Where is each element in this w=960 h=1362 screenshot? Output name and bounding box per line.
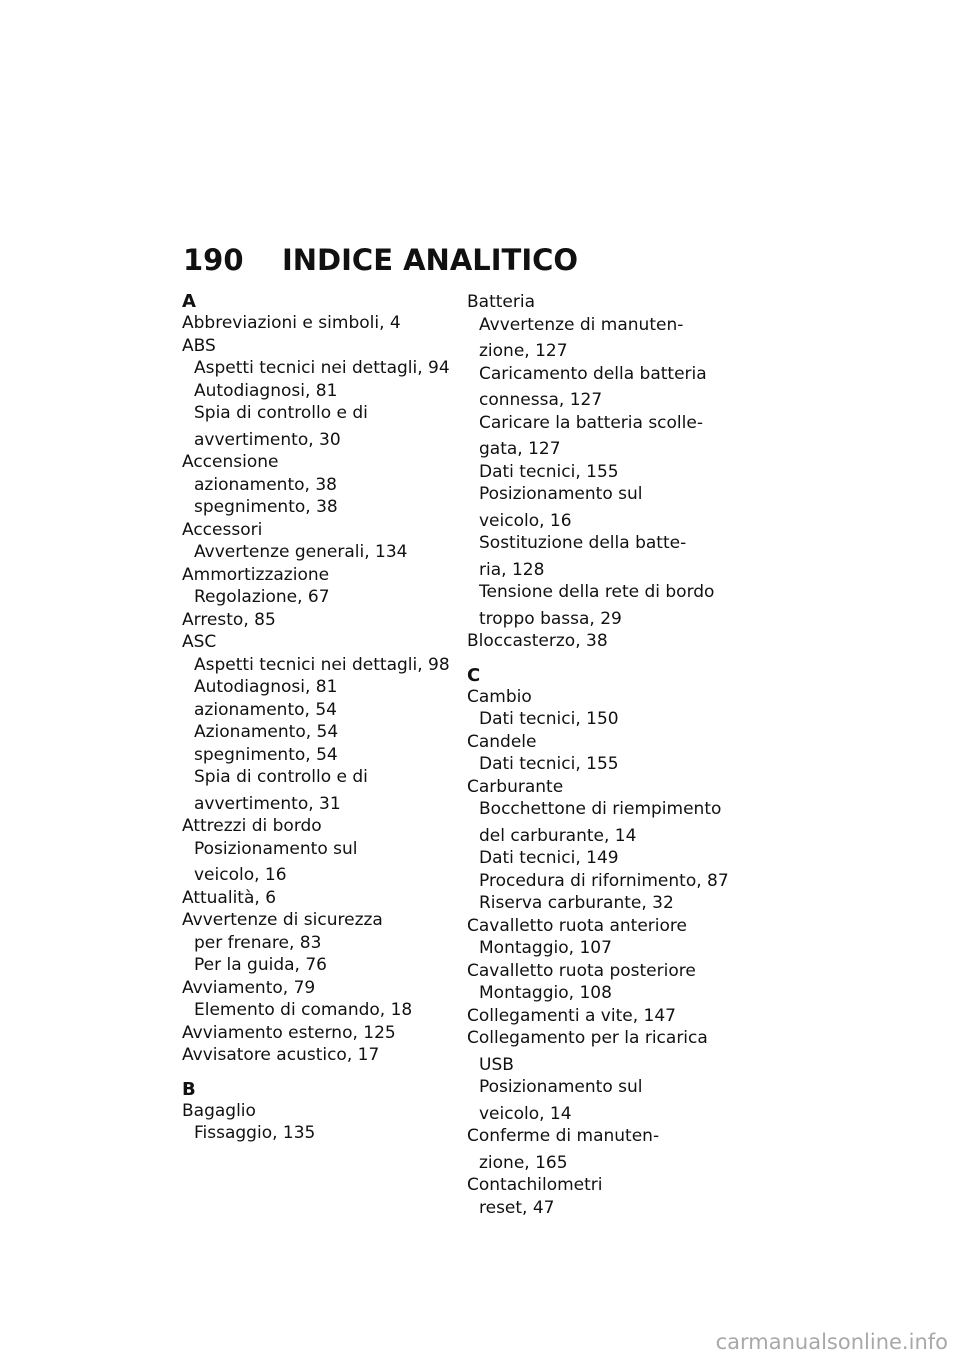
index-entry: Cambio [467,686,532,707]
index-entry: Attrezzi di bordo [182,816,322,836]
index-entry: Candele [467,731,537,752]
index-subentry: azionamento, 38 [194,474,337,495]
index-subentry: Fissaggio, 135 [194,1123,316,1143]
index-subentry-continuation: troppo bassa, 29 [479,608,622,629]
index-entry: Arresto, 85 [182,609,276,630]
index-entry: Attualità, 6 [182,887,277,908]
index-subentry: Spia di controllo e di [194,403,368,423]
index-entry: Batteria [467,292,535,312]
index-subentry: spegnimento, 54 [194,744,338,765]
index-subentry-continuation: veicolo, 16 [479,510,572,531]
page-title: INDICE ANALITICO [282,243,579,277]
index-entry: Avvertenze di sicurezza [182,910,383,930]
index-subentry: Dati tecnici, 155 [479,461,619,482]
index-entry: Cavalletto ruota anteriore [467,915,687,936]
page-number: 190 [183,243,244,277]
index-subentry: reset, 47 [479,1197,555,1218]
index-subentry: Autodiagnosi, 81 [194,677,338,697]
index-subentry: Regolazione, 67 [194,587,330,607]
index-column-right [467,292,747,1218]
index-subentry: Elemento di comando, 18 [194,1000,413,1020]
index-subentry: Aspetti tecnici nei dettagli, 94 [194,358,450,378]
index-subentry: Caricamento della batteria [479,363,707,384]
index-entry: Collegamento per la ricarica [467,1028,708,1048]
index-entry: Carburante [467,776,564,797]
index-entry: ABS [182,335,216,356]
index-subentry: Dati tecnici, 149 [479,848,619,868]
index-subentry: Avvertenze generali, 134 [194,542,408,562]
index-letter-heading: A [182,291,196,312]
index-entry: Ammortizzazione [182,564,330,585]
index-subentry-continuation: connessa, 127 [479,390,603,410]
index-entry: Accessori [182,519,263,540]
index-subentry: azionamento, 54 [194,699,337,720]
index-letter-heading: C [467,664,481,686]
index-entry: Collegamenti a vite, 147 [467,1005,676,1026]
index-subentry: Caricare la batteria scolle- [479,412,703,433]
index-subentry: Tensione della rete di bordo [479,582,715,602]
index-entry: Conferme di manuten- [467,1126,660,1146]
index-subentry: Azionamento, 54 [194,722,339,742]
index-subentry: Avvertenze di manuten- [479,314,684,335]
index-entry: ASC [182,632,217,652]
watermark-text[interactable]: carmanualsonline.info [715,1330,948,1354]
index-subentry: spegnimento, 38 [194,497,338,517]
index-column-left [182,292,462,1144]
index-subentry-continuation: del carburante, 14 [479,825,637,846]
index-subentry: Riserva carburante, 32 [479,893,674,913]
index-entry: Abbreviazioni e simboli, 4 [182,313,401,333]
index-entry: Cavalletto ruota posteriore [467,960,696,981]
index-subentry-continuation: gata, 127 [479,439,561,459]
index-subentry: Aspetti tecnici nei dettagli, 98 [194,654,450,675]
index-subentry: Montaggio, 107 [479,938,612,958]
index-subentry-continuation: USB [479,1054,514,1075]
index-subentry: Posizionamento sul [479,1077,643,1097]
index-subentry-continuation: zione, 127 [479,341,568,361]
index-subentry-continuation: avvertimento, 31 [194,793,341,814]
index-entry: Bagaglio [182,1100,256,1121]
index-letter-heading: B [182,1078,196,1100]
index-entry: Avviamento esterno, 125 [182,1022,396,1043]
index-subentry: Autodiagnosi, 81 [194,380,338,401]
index-subentry: Posizionamento sul [479,484,643,504]
index-subentry: Dati tecnici, 155 [479,754,619,774]
index-subentry: Procedura di rifornimento, 87 [479,870,729,891]
index-subentry-continuation: veicolo, 14 [479,1103,572,1124]
index-subentry: Dati tecnici, 150 [479,709,619,729]
index-subentry: Posizionamento sul [194,838,358,859]
index-entry: Bloccasterzo, 38 [467,631,608,651]
index-subentry: per frenare, 83 [194,932,322,953]
index-subentry: Per la guida, 76 [194,955,327,975]
index-subentry-continuation: ria, 128 [479,559,545,580]
index-subentry-continuation: avvertimento, 30 [194,429,341,450]
index-entry: Accensione [182,452,279,472]
index-subentry-continuation: veicolo, 16 [194,865,287,885]
index-entry: Avviamento, 79 [182,977,316,998]
index-subentry-continuation: zione, 165 [479,1152,568,1173]
index-subentry: Bocchettone di riempimento [479,799,722,819]
index-entry: Contachilometri [467,1175,603,1195]
index-entry: Avvisatore acustico, 17 [182,1045,380,1065]
index-subentry: Sostituzione della batte- [479,533,687,553]
index-subentry: Spia di controllo e di [194,767,368,787]
index-subentry: Montaggio, 108 [479,983,612,1003]
